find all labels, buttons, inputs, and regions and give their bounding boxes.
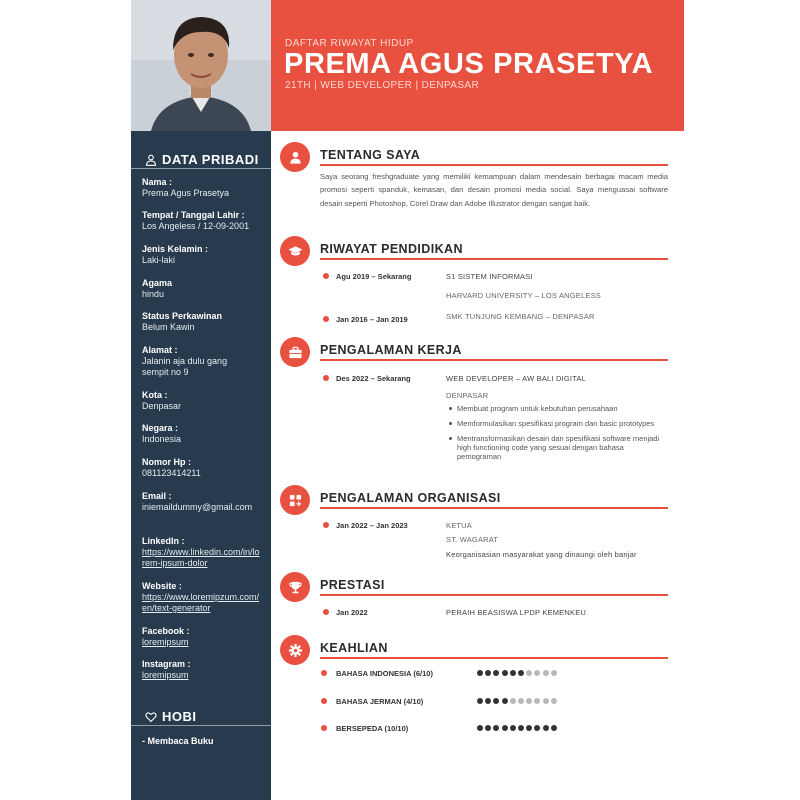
field-country: Negara : Indonesia [142,423,182,444]
achievement-title: PRESTASI [320,578,385,592]
hobby-heading: HOBI [131,696,271,726]
about-title: TENTANG SAYA [320,148,421,162]
field-facebook: Facebook : loremipsum [142,626,267,648]
rating-dot-empty [526,670,532,676]
rating-dot-empty [551,698,557,704]
timeline-dot [323,609,329,615]
work-location: DENPASAR [446,391,489,400]
rating-dot-empty [551,670,557,676]
field-marital-status: Status Perkawinan Belum Kawin [142,311,223,332]
timeline-dot [321,698,327,704]
rating-dot-empty [526,698,532,704]
timeline-dot [321,725,327,731]
achievement-description: PERAIH BEASISWA LPDP KEMENKEU [446,608,587,617]
rating-dot-filled [502,725,508,731]
field-email: Email : iniemaildummy@gmail.com [142,491,253,512]
about-divider [320,164,668,166]
graduation-cap-icon [280,236,310,266]
work-title: PENGALAMAN KERJA [320,343,462,357]
timeline-dot [321,670,327,676]
website-link[interactable]: https://www.loremipzum.com/en/text-generator [142,592,260,613]
field-linkedin: LinkedIn : https://www.linkedin.com/in/lorem-ipsum-dolor [142,536,260,568]
user-icon [145,154,157,166]
education-school: SMK TUNJUNG KEMBANG – DENPASAR [446,312,595,321]
education-date: Jan 2016 – Jan 2019 [336,315,408,324]
candidate-name: PREMA AGUS PRASETYA [284,48,654,80]
field-gender: Jenis Kelamin : Laki-laki [142,244,209,265]
achievement-date: Jan 2022 [336,608,368,617]
rating-dot-filled [543,725,549,731]
timeline-dot [323,316,329,322]
rating-dot-filled [502,698,508,704]
skills-divider [320,657,668,659]
work-position: WEB DEVELOPER – AW BALI DIGITAL [446,374,586,383]
briefcase-icon [280,337,310,367]
timeline-dot [323,522,329,528]
rating-dot-filled [485,698,491,704]
education-title: RIWAYAT PENDIDIKAN [320,242,463,256]
timeline-dot [323,273,329,279]
rating-dot-filled [510,670,516,676]
skill-name: BAHASA INDONESIA (6/10) [336,669,433,678]
organization-icon [280,485,310,515]
about-text: Saya seorang freshgraduate yang memiliki kemampuan dalam mendesain berbagai macam media promosi seperti spanduk, kemasan, dan desain promosi media social. Saya menguasai software desain seperti Photoshop, Corel Draw dan Adobe Illustrator dengan sangat baik. [320,172,668,208]
rating-dot-filled [493,725,499,731]
skill-name: BERSEPEDA (10/10) [336,724,409,733]
rating-dot-filled [485,725,491,731]
field-name: Nama : Prema Agus Prasetya [142,177,230,198]
trophy-icon [280,572,310,602]
list-item: Mentransformasikan desain dan spesifikasi software menjadi high functioning code yang sesuai dengan bahasa pemograman [446,434,668,461]
field-address: Alamat : Jalanin aja dulu gang sempit no 9 [142,345,228,377]
rating-dot-filled [477,670,483,676]
field-website: Website : https://www.loremipzum.com/en/text-generator [142,581,260,613]
candidate-role-line: 21TH | WEB DEVELOPER | DENPASAR [285,80,480,91]
rating-dot-filled [534,725,540,731]
rating-dot-filled [518,670,524,676]
field-city: Kota : Denpasar [142,390,182,411]
facebook-link[interactable]: loremipsum [142,637,189,647]
rating-dot-filled [477,698,483,704]
organization-date: Jan 2022 – Jan 2023 [336,521,408,530]
education-degree: S1 SISTEM INFORMASI [446,272,533,281]
list-item: Memformulasikan spesifikasi program dan basic prototypes [446,419,668,428]
hobby-item: - Membaca Buku [142,736,214,746]
work-divider [320,359,668,361]
rating-dot-empty [534,698,540,704]
organization-title: PENGALAMAN ORGANISASI [320,491,501,505]
personal-data-heading: DATA PRIBADI [131,139,271,169]
rating-dot-empty [518,698,524,704]
skill-rating [477,698,557,704]
profile-photo [131,0,271,131]
skill-rating [477,670,557,676]
education-divider [320,258,668,260]
rating-dot-filled [518,725,524,731]
rating-dot-empty [543,698,549,704]
field-religion: Agama hindu [142,278,173,299]
rating-dot-empty [510,698,516,704]
organization-divider [320,507,668,509]
rating-dot-filled [477,725,483,731]
education-school: HARVARD UNIVERSITY – LOS ANGELESS [446,291,601,300]
linkedin-link[interactable]: https://www.linkedin.com/in/lorem-ipsum-dolor [142,547,260,568]
achievement-divider [320,594,668,596]
user-icon [280,142,310,172]
heart-icon [145,711,157,723]
rating-dot-filled [493,670,499,676]
skill-rating [477,725,557,731]
skill-name: BAHASA JERMAN (4/10) [336,697,424,706]
rating-dot-empty [543,670,549,676]
rating-dot-filled [485,670,491,676]
list-item: Membuat program untuk kebutuhan perusahaan [446,404,668,413]
education-date: Agu 2019 – Sekarang [336,272,412,281]
rating-dot-empty [534,670,540,676]
organization-name: ST. WAGARAT [446,535,499,544]
work-responsibilities [446,404,668,467]
rating-dot-filled [510,725,516,731]
organization-role: KETUA [446,521,473,530]
field-birth: Tempat / Tanggal Lahir : Los Angeless / 12-09-2001 [142,210,250,231]
timeline-dot [323,375,329,381]
rating-dot-filled [493,698,499,704]
field-phone: Nomor Hp : 081123414211 [142,457,201,478]
organization-description: Keorganisasian masyarakat yang dinaungi oleh banjar [446,550,637,559]
instagram-link[interactable]: loremipsum [142,670,189,680]
sidebar [131,131,271,800]
rating-dot-filled [551,725,557,731]
rating-dot-filled [526,725,532,731]
document-subtitle: DAFTAR RIWAYAT HIDUP [285,38,414,49]
rating-dot-filled [502,670,508,676]
gear-icon [280,635,310,665]
skills-title: KEAHLIAN [320,641,388,655]
work-date: Des 2022 – Sekarang [336,374,411,383]
field-instagram: Instagram : loremipsum [142,659,267,681]
